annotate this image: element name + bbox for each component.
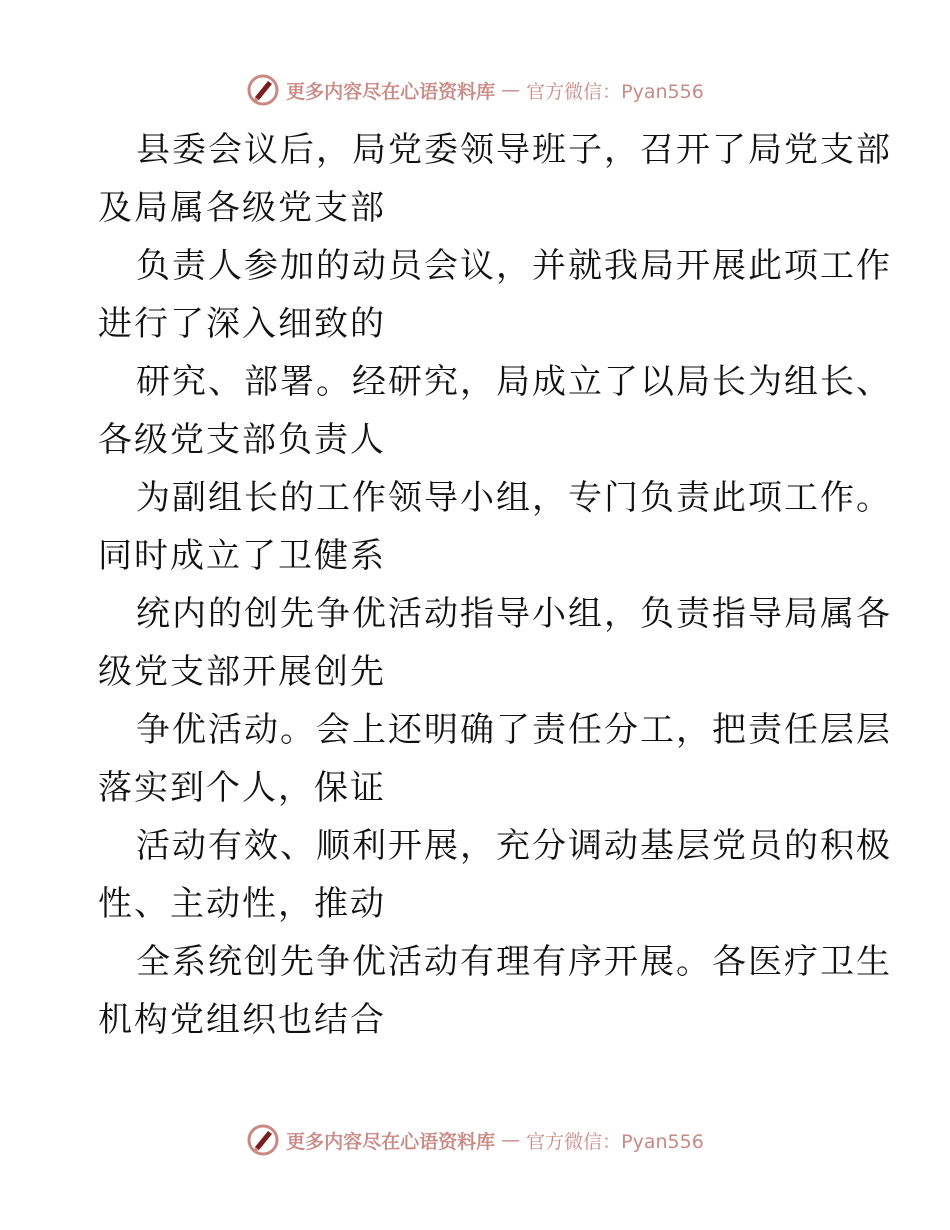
text-line: 各级党支部负责人 (98, 420, 386, 460)
footer-banner (0, 1120, 950, 1160)
header-separator: — (501, 79, 521, 101)
text-line: 负责人参加的动员会议，并就我局开展此项工作 (136, 246, 892, 286)
text-line: 全系统创先争优活动有理有序开展。各医疗卫生 (136, 942, 892, 982)
text-line: 落实到个人，保证 (98, 768, 386, 808)
footer-separator: — (501, 1129, 521, 1151)
text-line: 进行了深入细致的 (98, 304, 386, 344)
text-line: 活动有效、顺利开展，充分调动基层党员的积极 (136, 826, 892, 866)
text-line: 县委会议后，局党委领导班子，召开了局党支部 (136, 130, 892, 170)
text-line: 为副组长的工作领导小组，专门负责此项工作。 (136, 478, 892, 518)
footer-wechat-text: 官方微信：Pyan556 (526, 1130, 704, 1153)
header-banner (0, 70, 950, 110)
text-line: 研究、部署。经研究，局成立了以局长为组长、 (136, 362, 892, 402)
document-body (98, 121, 892, 1049)
text-line: 机构党组织也结合 (98, 1000, 386, 1040)
header-brand-text: 更多内容尽在心语资料库 (286, 80, 496, 103)
text-line: 统内的创先争优活动指导小组，负责指导局属各 (136, 594, 892, 634)
text-line: 争优活动。会上还明确了责任分工，把责任层层 (136, 710, 892, 750)
pen-circle-logo-icon (246, 1123, 280, 1157)
pen-circle-logo-icon (246, 73, 280, 107)
footer-brand-text: 更多内容尽在心语资料库 (286, 1130, 496, 1153)
text-line: 及局属各级党支部 (98, 188, 386, 228)
header-wechat-text: 官方微信：Pyan556 (526, 80, 704, 103)
text-line: 级党支部开展创先 (98, 652, 386, 692)
text-line: 性、主动性，推动 (98, 884, 386, 924)
text-line: 同时成立了卫健系 (98, 536, 386, 576)
